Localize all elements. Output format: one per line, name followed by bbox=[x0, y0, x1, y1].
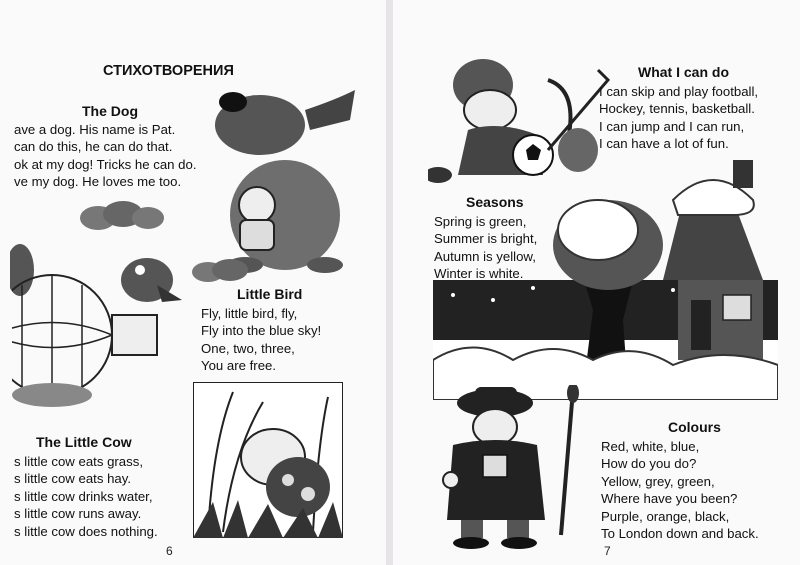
birdcage-with-bird-illustration bbox=[12, 240, 192, 420]
dog-and-boy-illustration bbox=[205, 80, 365, 280]
page-number: 7 bbox=[604, 544, 611, 558]
poem-line: Winter is white. bbox=[434, 266, 524, 282]
page-number: 6 bbox=[166, 544, 173, 558]
book-gutter bbox=[386, 0, 393, 565]
poem-line: ave a dog. His name is Pat. bbox=[14, 122, 176, 137]
poem-line: ok at my dog! Tricks he can do. bbox=[14, 156, 197, 172]
section-title: СТИХОТВОРЕНИЯ bbox=[103, 63, 234, 79]
poem-line: I can jump and I can run, bbox=[599, 118, 745, 134]
poem-line: Yellow, grey, green, bbox=[601, 473, 715, 489]
poem-line: Fly, little bird, fly, bbox=[201, 306, 298, 321]
colours-poem bbox=[601, 438, 759, 542]
poem-line: Spring is green, bbox=[434, 214, 527, 229]
poem-line: Summer is bright, bbox=[434, 231, 538, 247]
bird-poem-title: Little Bird bbox=[237, 286, 303, 302]
beefeater-guard-illustration bbox=[433, 385, 593, 550]
dog-poem bbox=[14, 121, 197, 191]
cloud-decoration bbox=[190, 258, 250, 284]
right-page bbox=[393, 0, 800, 565]
dog-poem-title: The Dog bbox=[82, 103, 138, 119]
poem-line: Where have you been? bbox=[601, 491, 738, 507]
poem-line: ve my dog. He loves me too. bbox=[14, 174, 182, 190]
poem-line: can do this, he can do that. bbox=[14, 139, 173, 155]
cow-poem bbox=[14, 453, 158, 540]
poem-line: I can have a lot of fun. bbox=[599, 136, 729, 152]
bird-poem bbox=[201, 305, 321, 375]
poem-line: s little cow eats hay. bbox=[14, 471, 132, 487]
poem-line: One, two, three, bbox=[201, 340, 295, 356]
poem-line: s little cow drinks water, bbox=[14, 488, 153, 504]
left-page bbox=[0, 0, 386, 565]
can-do-poem bbox=[599, 83, 758, 153]
cow-illustration bbox=[193, 382, 343, 538]
poem-line: Fly into the blue sky! bbox=[201, 323, 322, 339]
poem-line: How do you do? bbox=[601, 456, 697, 472]
poem-line: Hockey, tennis, basketball. bbox=[599, 101, 755, 117]
cloud-decoration bbox=[78, 200, 168, 232]
poem-line: You are free. bbox=[201, 358, 277, 374]
poem-line: Red, white, blue, bbox=[601, 439, 700, 454]
seasons-poem-title: Seasons bbox=[466, 194, 524, 210]
poem-line: s little cow eats grass, bbox=[14, 454, 143, 469]
cow-poem-title: The Little Cow bbox=[36, 434, 132, 450]
seasons-poem bbox=[434, 213, 537, 283]
can-do-poem-title: What I can do bbox=[638, 64, 729, 80]
poem-line: Autumn is yellow, bbox=[434, 248, 536, 264]
poem-line: I can skip and play football, bbox=[599, 84, 759, 99]
poem-line: s little cow does nothing. bbox=[14, 523, 158, 539]
poem-line: To London down and back. bbox=[601, 526, 759, 542]
poem-line: s little cow runs away. bbox=[14, 506, 142, 522]
poem-line: Purple, orange, black, bbox=[601, 508, 730, 524]
colours-poem-title: Colours bbox=[668, 419, 721, 435]
